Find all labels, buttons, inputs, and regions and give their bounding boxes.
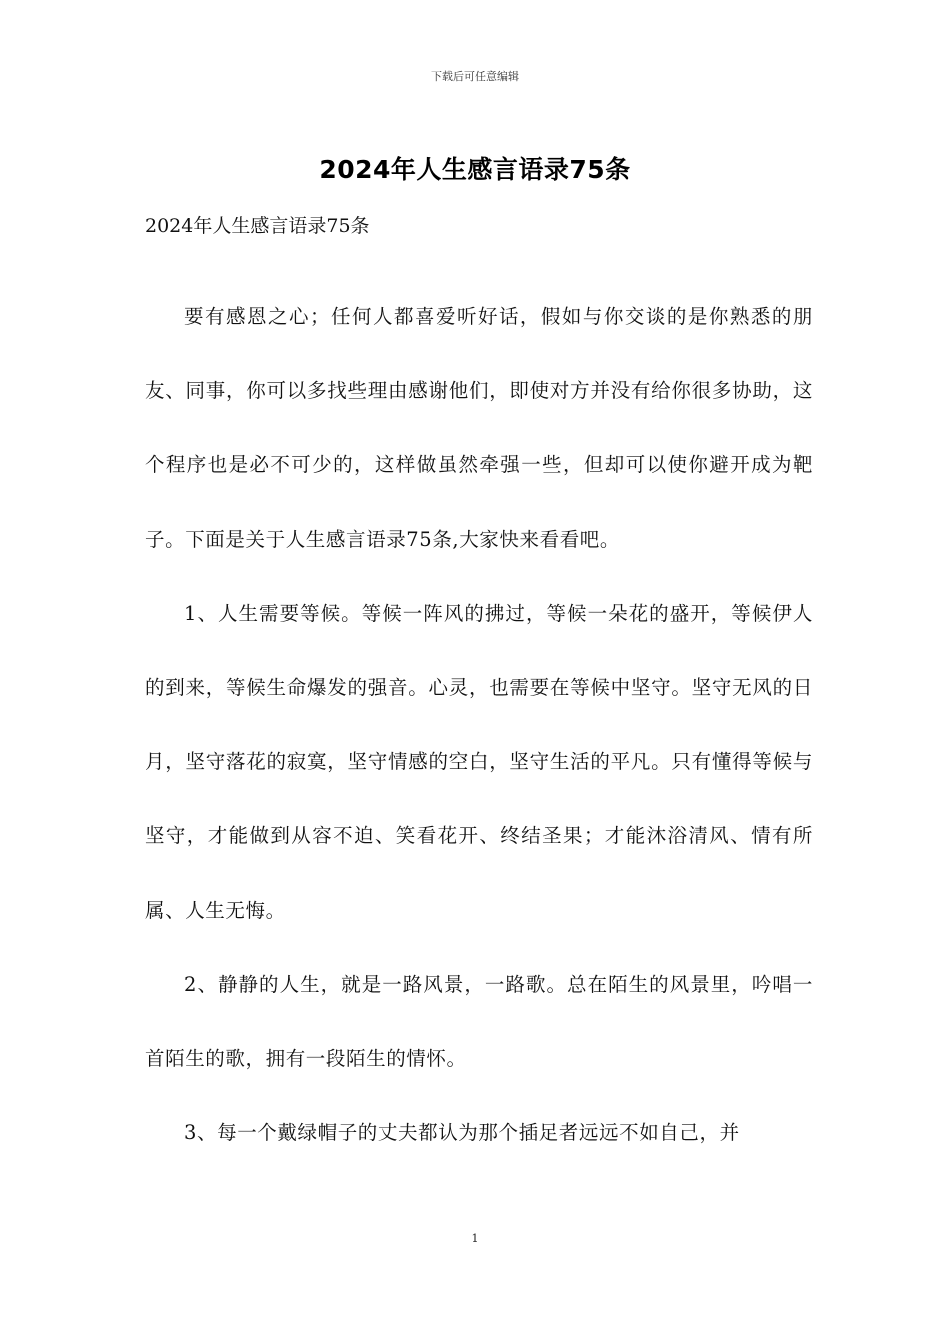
document-subtitle: 2024年人生感言语录75条: [145, 215, 370, 237]
paragraph-item-2: 2、静静的人生，就是一路风景，一路歌。总在陌生的风景里，吟唱一首陌生的歌，拥有一段陌生的情怀。: [145, 972, 813, 1071]
paragraph-item-3: 3、每一个戴绿帽子的丈夫都认为那个插足者远远不如自己，并: [184, 1121, 740, 1145]
paragraph-intro: 要有感恩之心；任何人都喜爱听好话，假如与你交谈的是你熟悉的朋友、同事，你可以多找些理由感谢他们，即使对方并没有给你很多协助，这个程序也是必不可少的，这样做虽然牵强一些，但却可以使你避开成为靶子。下面是关于人生感言语录75条,大家快来看看吧。: [145, 305, 813, 551]
document-title: 2024年人生感言语录75条: [319, 155, 631, 184]
paragraph-item-1: 1、人生需要等候。等候一阵风的拂过，等候一朵花的盛开，等候伊人的到来，等候生命爆发的强音。心灵，也需要在等候中坚守。坚守无风的日月，坚守落花的寂寞，坚守情感的空白，坚守生活的平凡。只有懂得等候与坚守，才能做到从容不迫、笑看花开、终结圣果；才能沐浴清风、情有所属、人生无悔。: [145, 601, 813, 922]
page-number: 1: [471, 1232, 479, 1245]
document-body: [145, 280, 813, 1170]
header-note: 下载后可任意编辑: [431, 70, 519, 83]
